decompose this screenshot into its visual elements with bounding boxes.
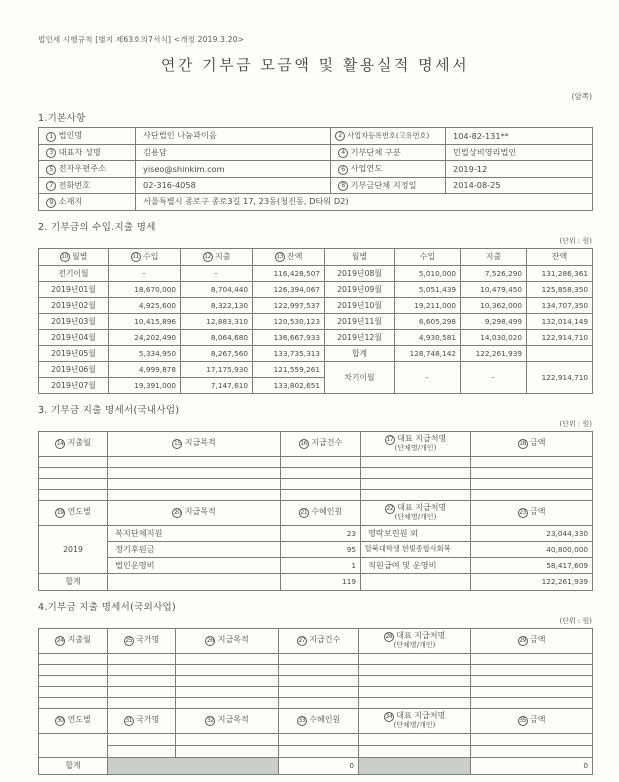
col-amount: 18 금액 (471, 431, 593, 456)
table-row (39, 345, 593, 361)
empty-row (39, 664, 593, 675)
cell-empty (108, 653, 176, 664)
cell-income: 4,930,581 (395, 329, 461, 345)
cell-empty (281, 456, 361, 467)
header-row (39, 708, 593, 733)
col-country: 31 국가명 (108, 708, 176, 733)
org-type-label: 4 기부단체 구분 (331, 144, 446, 161)
cell-payee: 탈북대학생 한빛종합사회복 (361, 541, 471, 557)
cell-expense: – (181, 265, 253, 281)
cell-empty (281, 489, 361, 500)
cell-payee: 영락보린원 외 (361, 525, 471, 541)
cell-month: 2019년11월 (325, 313, 395, 329)
cell-income: 18,670,000 (109, 281, 181, 297)
cell-expense: 10,479,450 (461, 281, 527, 297)
cell-balance: 126,394,067 (253, 281, 325, 297)
cell-empty (108, 489, 281, 500)
ceo-name-label: 3 대표자 성명 (39, 144, 136, 161)
email-value: yiseo@shinkim.com (136, 161, 331, 178)
cell-carryforward-balance: 122,914,710 (527, 361, 593, 393)
col-year: 19 연도별 (39, 500, 108, 525)
fiscal-year-value: 2019-12 (446, 161, 593, 178)
cell-empty (281, 478, 361, 489)
cell-total-label: 합계 (39, 573, 108, 590)
cell-empty (471, 489, 593, 500)
cell-amount: 58,417,609 (471, 557, 593, 573)
cell-empty (108, 467, 281, 478)
cell-empty (108, 456, 281, 467)
cell-balance: 132,014,149 (527, 313, 593, 329)
cell-empty (108, 686, 176, 697)
cell-expense: 8,267,560 (181, 345, 253, 361)
cell-empty (471, 697, 593, 708)
designation-date-label: 8 기부금단체 지정일 (331, 177, 446, 194)
cell-empty (361, 489, 471, 500)
cell-payee: 직원급여 및 운영비 (361, 557, 471, 573)
table-row (39, 541, 593, 557)
cell-total-amount: 0 (471, 757, 593, 774)
cell-empty (279, 745, 359, 757)
cell-income: 4,925,600 (109, 297, 181, 313)
cell-empty (39, 697, 108, 708)
cell-income: – (395, 361, 461, 393)
cell-empty (361, 573, 471, 590)
cell-total-count: 119 (281, 573, 361, 590)
table-row (39, 297, 593, 313)
form-title: 연간 기부금 모금액 및 활용실적 명세서 (160, 56, 470, 74)
col-payment-purpose: 26 지급목적 (176, 628, 279, 653)
cell-empty (281, 467, 361, 478)
cell-balance: 116,428,507 (253, 265, 325, 281)
col-payment-count: 27 지급건수 (279, 628, 359, 653)
cell-empty (471, 675, 593, 686)
monthly-ledger-table (38, 248, 593, 394)
cell-month: 2019년12월 (325, 329, 395, 345)
cell-income: 6,605,298 (395, 313, 461, 329)
total-row (39, 757, 593, 774)
header-row (39, 248, 593, 265)
empty-row (39, 675, 593, 686)
col-month-right: 월별 (325, 248, 395, 265)
table-row (39, 281, 593, 297)
biz-no-value: 104-82-131** (446, 128, 593, 145)
cell-balance: 133,735,313 (253, 345, 325, 361)
table-row (39, 525, 593, 541)
cell-empty (176, 675, 279, 686)
header-row (39, 431, 593, 456)
domestic-expense-table (38, 431, 593, 591)
col-amount: 23 금액 (471, 500, 593, 525)
overseas-expense-table (38, 628, 593, 775)
unit-label: (단위 : 원) (559, 419, 592, 428)
cell-empty (279, 653, 359, 664)
table-row (39, 265, 593, 281)
total-row (39, 573, 593, 590)
cell-empty (359, 745, 471, 757)
cell-empty (108, 733, 176, 745)
cell-income: – (109, 265, 181, 281)
cell-empty (39, 467, 108, 478)
cell-empty (359, 697, 471, 708)
col-country: 25 국가명 (108, 628, 176, 653)
cell-shaded (359, 757, 471, 774)
empty-row (39, 653, 593, 664)
cell-count: 95 (281, 541, 361, 557)
cell-balance: 133,802,651 (253, 377, 325, 393)
cell-empty (471, 467, 593, 478)
fiscal-year-label: 6 사업연도 (331, 161, 446, 178)
section-basic-info-heading: 1.기본사항 (38, 113, 86, 124)
section-2-heading: 2. 기부금의 수입.지출 명세 (38, 221, 156, 233)
cell-empty (279, 686, 359, 697)
table-row (39, 161, 593, 178)
cell-empty (471, 653, 593, 664)
col-payee-name: 22 대표 지급처명 (단체명/개인) (361, 500, 471, 525)
cell-expense: 17,175,930 (181, 361, 253, 377)
col-year: 30 연도별 (39, 708, 108, 733)
cell-count: 1 (281, 557, 361, 573)
cell-month: 2019년03월 (39, 313, 109, 329)
cell-empty (471, 745, 593, 757)
cell-empty (359, 675, 471, 686)
unit-label: (단위 : 원) (559, 616, 592, 625)
cell-balance: 121,559,261 (253, 361, 325, 377)
cell-total-amount: 122,261,939 (471, 573, 593, 590)
empty-row (39, 467, 593, 478)
cell-empty (471, 733, 593, 745)
cell-empty (279, 675, 359, 686)
cell-income: 4,999,878 (109, 361, 181, 377)
cell-month: 2019년07월 (39, 377, 109, 393)
cell-purpose: 복지단체지원 (108, 525, 281, 541)
col-expense-left: 12 지출 (181, 248, 253, 265)
cell-total-income: 128,748,142 (395, 345, 461, 361)
section-3-heading: 3. 기부금 지출 명세서(국내사업) (38, 404, 180, 416)
regulation-note: 법인세 시행규칙 [별지 제63호의7서식] <개정 2019.3.20> (38, 35, 245, 44)
cell-empty (176, 697, 279, 708)
cell-count: 23 (281, 525, 361, 541)
cell-purpose: 정기후원금 (108, 541, 281, 557)
cell-empty (39, 489, 108, 500)
page-side-label: (앞쪽) (571, 92, 592, 101)
cell-empty (39, 456, 108, 467)
col-payment-purpose: 15 지급목적 (108, 431, 281, 456)
cell-empty (176, 733, 279, 745)
cell-expense: 10,362,000 (461, 297, 527, 313)
cell-empty (471, 478, 593, 489)
empty-row (39, 733, 593, 745)
cell-expense: 7,147,610 (181, 377, 253, 393)
cell-empty (176, 745, 279, 757)
col-income-left: 11 수입 (109, 248, 181, 265)
table-row (39, 329, 593, 345)
cell-empty (359, 664, 471, 675)
cell-empty (279, 697, 359, 708)
col-expense-month: 24 지출월 (39, 628, 108, 653)
cell-empty (176, 686, 279, 697)
cell-empty (108, 664, 176, 675)
phone-value: 02-316-4058 (136, 177, 331, 194)
cell-balance: 125,858,350 (527, 281, 593, 297)
cell-month: 2019년08월 (325, 265, 395, 281)
org-type-value: 민법상비영리법인 (446, 144, 593, 161)
col-payment-count: 16 지급건수 (281, 431, 361, 456)
cell-amount: 40,800,000 (471, 541, 593, 557)
cell-expense: 14,030,020 (461, 329, 527, 345)
empty-row (39, 686, 593, 697)
cell-balance: 134,707,350 (527, 297, 593, 313)
cell-empty (176, 653, 279, 664)
cell-total-label: 합계 (39, 757, 108, 774)
cell-empty (359, 686, 471, 697)
table-row (39, 361, 593, 377)
cell-expense: 12,883,310 (181, 313, 253, 329)
cell-income: 5,051,439 (395, 281, 461, 297)
col-expense-month: 14 지출월 (39, 431, 108, 456)
cell-balance (527, 345, 593, 361)
col-balance-left: 13 잔액 (253, 248, 325, 265)
cell-income: 19,211,000 (395, 297, 461, 313)
cell-empty (471, 686, 593, 697)
cell-total-count: 0 (279, 757, 359, 774)
empty-row (39, 697, 593, 708)
col-expense-right: 지출 (461, 248, 527, 265)
col-balance-right: 잔액 (527, 248, 593, 265)
cell-total-label: 합계 (325, 345, 395, 361)
cell-expense: 8,322,130 (181, 297, 253, 313)
col-income-right: 수입 (395, 248, 461, 265)
table-row (39, 557, 593, 573)
col-payment-purpose: 32 지급목적 (176, 708, 279, 733)
cell-empty (108, 697, 176, 708)
cell-empty (176, 664, 279, 675)
cell-month: 2019년01월 (39, 281, 109, 297)
cell-expense: 8,704,440 (181, 281, 253, 297)
cell-empty (361, 478, 471, 489)
empty-row (39, 456, 593, 467)
cell-income: 24,202,490 (109, 329, 181, 345)
unit-label: (단위 : 원) (559, 236, 592, 245)
cell-balance: 122,997,537 (253, 297, 325, 313)
cell-income: 5,334,950 (109, 345, 181, 361)
cell-empty (471, 456, 593, 467)
cell-empty (108, 478, 281, 489)
ceo-name-value: 김용담 (136, 144, 331, 161)
cell-empty (361, 456, 471, 467)
email-label: 5 전자우편주소 (39, 161, 136, 178)
cell-income: 19,391,000 (109, 377, 181, 393)
col-beneficiary-count: 33 수혜인원 (279, 708, 359, 733)
empty-row (39, 489, 593, 500)
cell-empty (108, 745, 176, 757)
cell-shaded (108, 757, 279, 774)
cell-empty (108, 675, 176, 686)
table-row (39, 128, 593, 145)
cell-empty (279, 733, 359, 745)
cell-balance: 136,667,933 (253, 329, 325, 345)
cell-amount: 23,044,330 (471, 525, 593, 541)
section-4-heading: 4.기부금 지출 명세서(국외사업) (38, 601, 177, 613)
cell-income: 5,010,000 (395, 265, 461, 281)
col-payee-name: 17 대표 지급처명 (단체명/개인) (361, 431, 471, 456)
table-row (39, 177, 593, 194)
empty-row (39, 478, 593, 489)
corp-name-label: 1 법인명 (39, 128, 136, 145)
cell-empty (39, 675, 108, 686)
cell-empty (108, 573, 281, 590)
cell-empty (359, 733, 471, 745)
corp-name-value: 사단법인 나눔과이음 (136, 128, 331, 145)
table-row (39, 144, 593, 161)
cell-empty (39, 686, 108, 697)
cell-month: 2019년05월 (39, 345, 109, 361)
col-amount: 35 금액 (471, 708, 593, 733)
cell-empty (39, 653, 108, 664)
cell-income: 10,415,896 (109, 313, 181, 329)
cell-purpose: 법인운영비 (108, 557, 281, 573)
cell-balance: 131,286,361 (527, 265, 593, 281)
empty-row (39, 745, 593, 757)
cell-total-expense: 122,261,939 (461, 345, 527, 361)
cell-month: 2019년04월 (39, 329, 109, 345)
table-row (39, 194, 593, 211)
col-payee-name: 28 대표 지급처명 (단체명/개인) (359, 628, 471, 653)
cell-balance: 122,914,710 (527, 329, 593, 345)
col-amount: 29 금액 (471, 628, 593, 653)
biz-no-label: 2 사업자등록번호(고유번호) (331, 128, 446, 145)
cell-empty (471, 664, 593, 675)
cell-balance: 120,530,123 (253, 313, 325, 329)
cell-empty (361, 467, 471, 478)
cell-month: 2019년10월 (325, 297, 395, 313)
cell-month: 전기이월 (39, 265, 109, 281)
cell-empty (39, 733, 108, 757)
designation-date-value: 2014-08-25 (446, 177, 593, 194)
header-row (39, 628, 593, 653)
cell-expense: 9,298,499 (461, 313, 527, 329)
cell-empty (359, 653, 471, 664)
cell-empty (39, 664, 108, 675)
cell-month: 2019년06월 (39, 361, 109, 377)
cell-expense: 7,526,290 (461, 265, 527, 281)
address-value: 서울특별시 종로구 종로3길 17, 23동(청진동, D타워 D2) (136, 194, 593, 211)
basic-info-table (38, 127, 593, 211)
cell-expense: 8,064,680 (181, 329, 253, 345)
col-payment-purpose: 20 지급목적 (108, 500, 281, 525)
cell-empty (279, 664, 359, 675)
cell-expense: – (461, 361, 527, 393)
cell-empty (39, 478, 108, 489)
col-beneficiary-count: 21 수혜인원 (281, 500, 361, 525)
cell-month: 2019년02월 (39, 297, 109, 313)
cell-month: 2019년09월 (325, 281, 395, 297)
phone-label: 7 전화번호 (39, 177, 136, 194)
table-row (39, 313, 593, 329)
col-payee-name: 34 대표 지급처명 (단체명/개인) (359, 708, 471, 733)
address-label: 9 소재지 (39, 194, 136, 211)
col-month-left: 10 월별 (39, 248, 109, 265)
cell-carryforward-label: 차기이월 (325, 361, 395, 393)
header-row (39, 500, 593, 525)
cell-year: 2019 (39, 525, 108, 573)
